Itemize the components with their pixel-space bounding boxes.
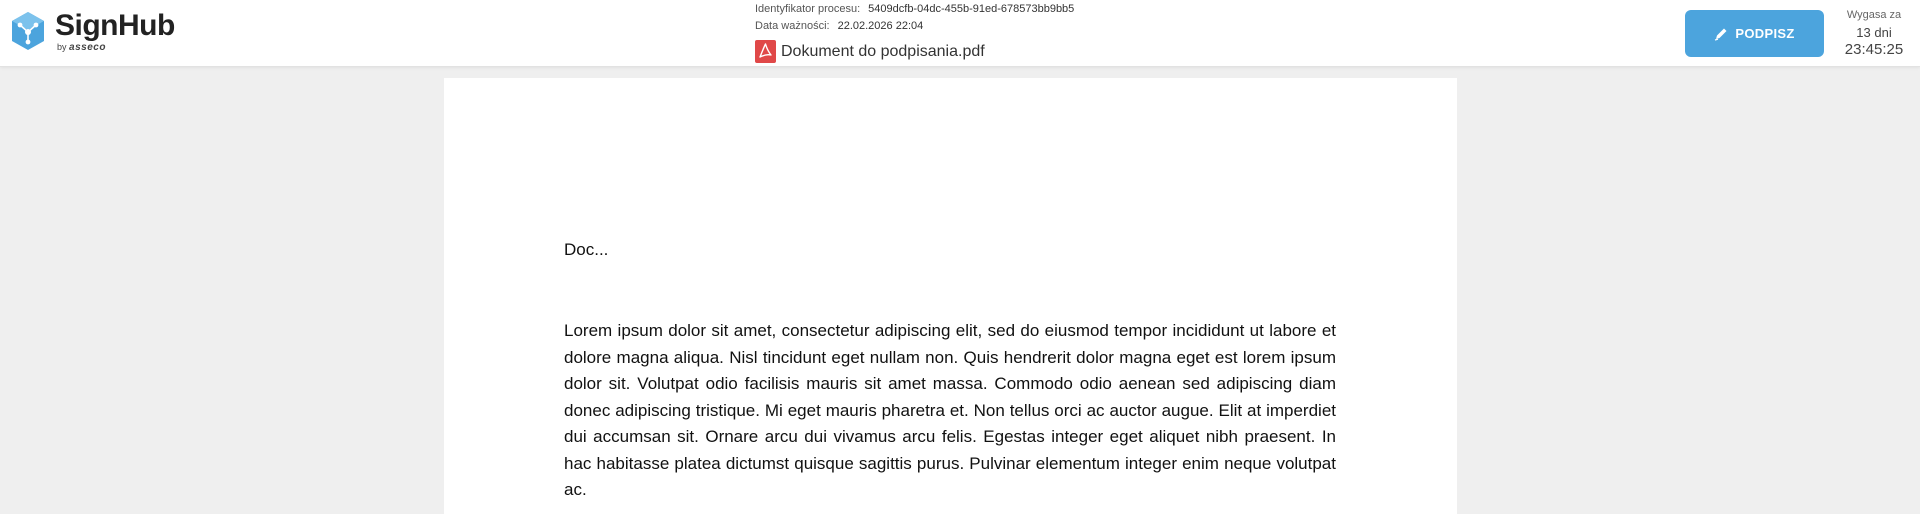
process-meta <box>755 1 1074 35</box>
signhub-logo[interactable] <box>10 11 175 53</box>
file-name[interactable]: Dokument do podpisania.pdf <box>781 42 985 60</box>
document-page <box>444 78 1457 514</box>
process-id-row <box>755 1 1074 18</box>
sign-button-label: PODPISZ <box>1735 26 1795 41</box>
expiry-date-value: 22.02.2026 22:04 <box>837 20 924 32</box>
document-body: Lorem ipsum dolor sit amet, consectetur adipiscing elit, sed do eiusmod tempor incididunt ut labore et dolore magna aliqua. Nisl tincidunt eget nullam non. Quis hendrerit dolor magna eget est lorem ipsum dolor sit. Volutpat odio facilisis mauris sit amet massa. Commodo odio aenean sed adipiscing diam donec adipiscing tristique. Mi eget mauris pharetra et. Non tellus orci ac auctor augue. Elit at imperdiet dui accumsan sit. Ornare arcu dui vivamus arcu felis. Egestas integer eget aliquet nibh praesent. In hac habitasse platea dictumst quisque sagittis purus. Pulvinar elementum integer enim neque volutpat ac. <box>564 321 1336 499</box>
sign-button[interactable] <box>1685 10 1824 57</box>
by-text: by <box>57 42 67 52</box>
document-file-link[interactable] <box>755 40 985 63</box>
expiry-time: 23:45:25 <box>1844 41 1904 58</box>
expiry-date-row <box>755 18 1074 35</box>
expiry-date-label: Data ważności: <box>755 20 830 32</box>
expiry-days: 13 dni <box>1856 25 1892 40</box>
top-bar <box>0 0 1920 67</box>
cube-logo-icon <box>10 11 46 51</box>
pen-icon <box>1714 27 1728 41</box>
document-title: Doc... <box>564 240 609 259</box>
process-id-value: 5409dcfb-04dc-455b-91ed-678573bb9bb5 <box>868 3 1075 15</box>
expiry-countdown <box>1836 7 1912 58</box>
process-id-label: Identyfikator procesu: <box>755 3 861 15</box>
vendor-tagline <box>57 42 175 53</box>
vendor-name: asseco <box>69 42 106 53</box>
app-name: SignHub <box>55 9 175 42</box>
pdf-icon <box>755 40 776 63</box>
expiry-label: Wygasa za <box>1846 9 1902 21</box>
